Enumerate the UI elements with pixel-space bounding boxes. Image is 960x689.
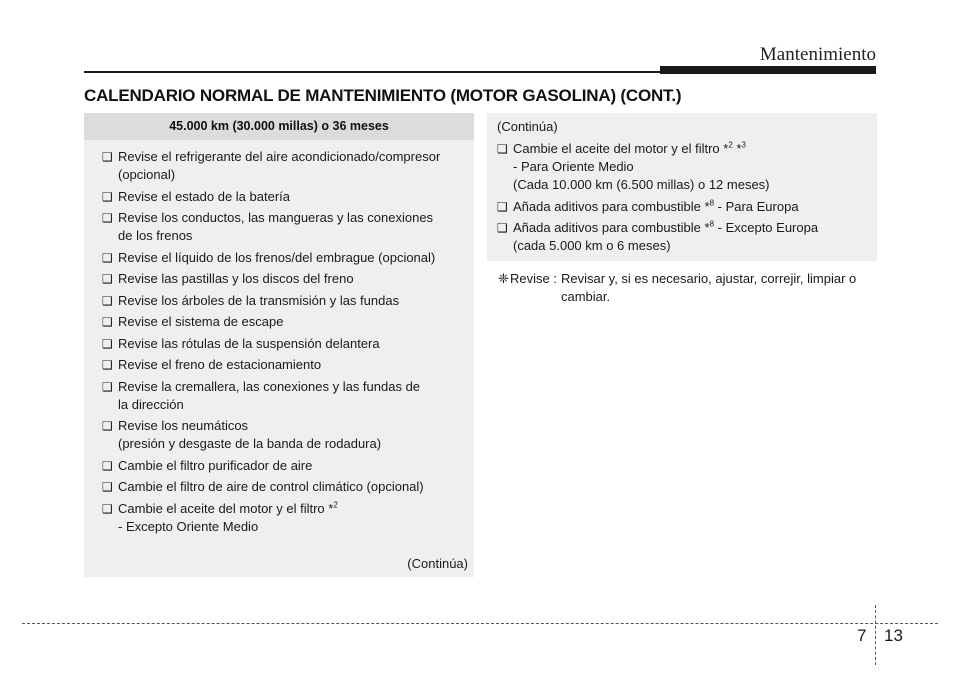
- checkbox-icon: ❑: [497, 199, 508, 214]
- checkbox-icon: ❑: [102, 480, 113, 494]
- interval-heading: 45.000 km (30.000 millas) o 36 meses: [84, 113, 474, 140]
- checklist-item: [102, 457, 464, 475]
- item-text: Cambie el filtro purificador de aire: [118, 457, 313, 473]
- right-maintenance-panel: [487, 113, 877, 261]
- checklist-item: [497, 198, 867, 216]
- checkbox-icon: ❑: [102, 358, 113, 372]
- item-subtext: (Cada 10.000 km (6.500 millas) o 12 meses): [513, 177, 770, 192]
- chapter-number: 7: [857, 626, 867, 645]
- checkbox-icon: ❑: [102, 336, 113, 351]
- footer-divider: [875, 605, 876, 665]
- continued-label: (Continúa): [497, 119, 558, 134]
- footer-rule: [22, 623, 938, 624]
- checklist-item: [102, 292, 464, 310]
- checklist-item: [102, 500, 464, 536]
- checkbox-icon: ❑: [102, 379, 113, 394]
- item-text: Cambie el filtro de aire de control climático (opcional): [118, 479, 424, 494]
- checklist-item: [102, 249, 464, 267]
- item-text: Cambie el aceite del motor y el filtro *: [118, 500, 334, 516]
- item-text: Añada aditivos para combustible *: [513, 220, 710, 235]
- checklist-item: [102, 417, 464, 453]
- page-heading: CALENDARIO NORMAL DE MANTENIMIENTO (MOTOR GASOLINA) (CONT.): [84, 86, 682, 105]
- item-text: Revise el refrigerante del aire acondicionado/compresor: [118, 149, 441, 164]
- item-subtext: - Excepto Oriente Medio: [118, 518, 259, 534]
- item-text: Revise la cremallera, las conexiones y las fundas de: [118, 378, 421, 394]
- page-number: 13: [884, 626, 903, 645]
- item-text: Revise los neumáticos: [118, 418, 249, 433]
- item-text: Añada aditivos para combustible *: [513, 198, 710, 214]
- note-key: Revise :: [510, 271, 557, 286]
- right-checklist: [487, 140, 877, 255]
- item-text-continued: *: [732, 141, 742, 156]
- footnote-marker: 8: [709, 219, 715, 229]
- checkbox-icon: ❑: [102, 501, 113, 516]
- checklist-item: [497, 219, 867, 255]
- checkbox-icon: ❑: [102, 150, 113, 164]
- item-text: Revise el líquido de los frenos/del embrague (opcional): [118, 249, 436, 265]
- footnote-marker: 8: [709, 198, 715, 208]
- checklist-item: [497, 140, 867, 194]
- header-rule-thin: [84, 71, 660, 73]
- item-subtext: (opcional): [118, 167, 176, 182]
- checkbox-icon: ❑: [497, 142, 508, 156]
- item-text: Revise las rótulas de la suspensión delantera: [118, 335, 380, 351]
- item-text: Revise los conductos, las mangueras y las conexiones: [118, 210, 434, 225]
- checklist-item: [102, 378, 464, 414]
- checklist-item: [102, 313, 464, 331]
- checklist-item: [102, 209, 464, 245]
- item-subtext: de los frenos: [118, 228, 193, 243]
- continues-label: (Continúa): [407, 556, 468, 571]
- note-symbol-icon: ❈: [498, 271, 509, 286]
- checklist-item: [102, 478, 464, 496]
- footnote-marker: 3: [741, 140, 746, 150]
- left-maintenance-panel: [84, 113, 474, 577]
- section-title: Mantenimiento: [759, 44, 876, 65]
- checklist-item: [102, 356, 464, 374]
- checkbox-icon: ❑: [102, 419, 113, 433]
- item-subtext: la dirección: [118, 396, 184, 412]
- checkbox-icon: ❑: [102, 211, 113, 225]
- checkbox-icon: ❑: [102, 250, 113, 265]
- header-rule-thick: [660, 66, 876, 74]
- checkbox-icon: ❑: [102, 458, 113, 473]
- footnote-marker: 2: [333, 500, 338, 510]
- item-subtext: (cada 5.000 km o 6 meses): [513, 238, 671, 253]
- revise-note: [498, 270, 878, 306]
- checkbox-icon: ❑: [102, 293, 113, 308]
- checkbox-icon: ❑: [102, 315, 113, 329]
- item-text: Revise el estado de la batería: [118, 188, 290, 204]
- checklist-item: [102, 270, 464, 288]
- item-text: Revise el sistema de escape: [118, 314, 284, 329]
- item-text: Revise los árboles de la transmisión y las fundas: [118, 292, 400, 308]
- checkbox-icon: ❑: [102, 272, 113, 286]
- item-text-continued: - Para Europa: [714, 198, 799, 214]
- item-subtext: - Para Oriente Medio: [513, 159, 634, 174]
- item-text: Cambie el aceite del motor y el filtro *: [513, 141, 729, 156]
- checkbox-icon: ❑: [497, 221, 508, 235]
- item-text-continued: - Excepto Europa: [714, 220, 819, 235]
- note-text: Revisar y, si es necesario, ajustar, correjir, limpiar o cambiar.: [561, 271, 857, 304]
- left-checklist: [84, 140, 474, 536]
- footnote-marker: 2: [728, 140, 733, 150]
- item-subtext: (presión y desgaste de la banda de rodadura): [118, 436, 382, 451]
- checklist-item: [102, 148, 464, 184]
- item-text: Revise las pastillas y los discos del freno: [118, 271, 354, 286]
- checkbox-icon: ❑: [102, 189, 113, 204]
- checklist-item: [102, 335, 464, 353]
- checklist-item: [102, 188, 464, 206]
- item-text: Revise el freno de estacionamiento: [118, 357, 322, 372]
